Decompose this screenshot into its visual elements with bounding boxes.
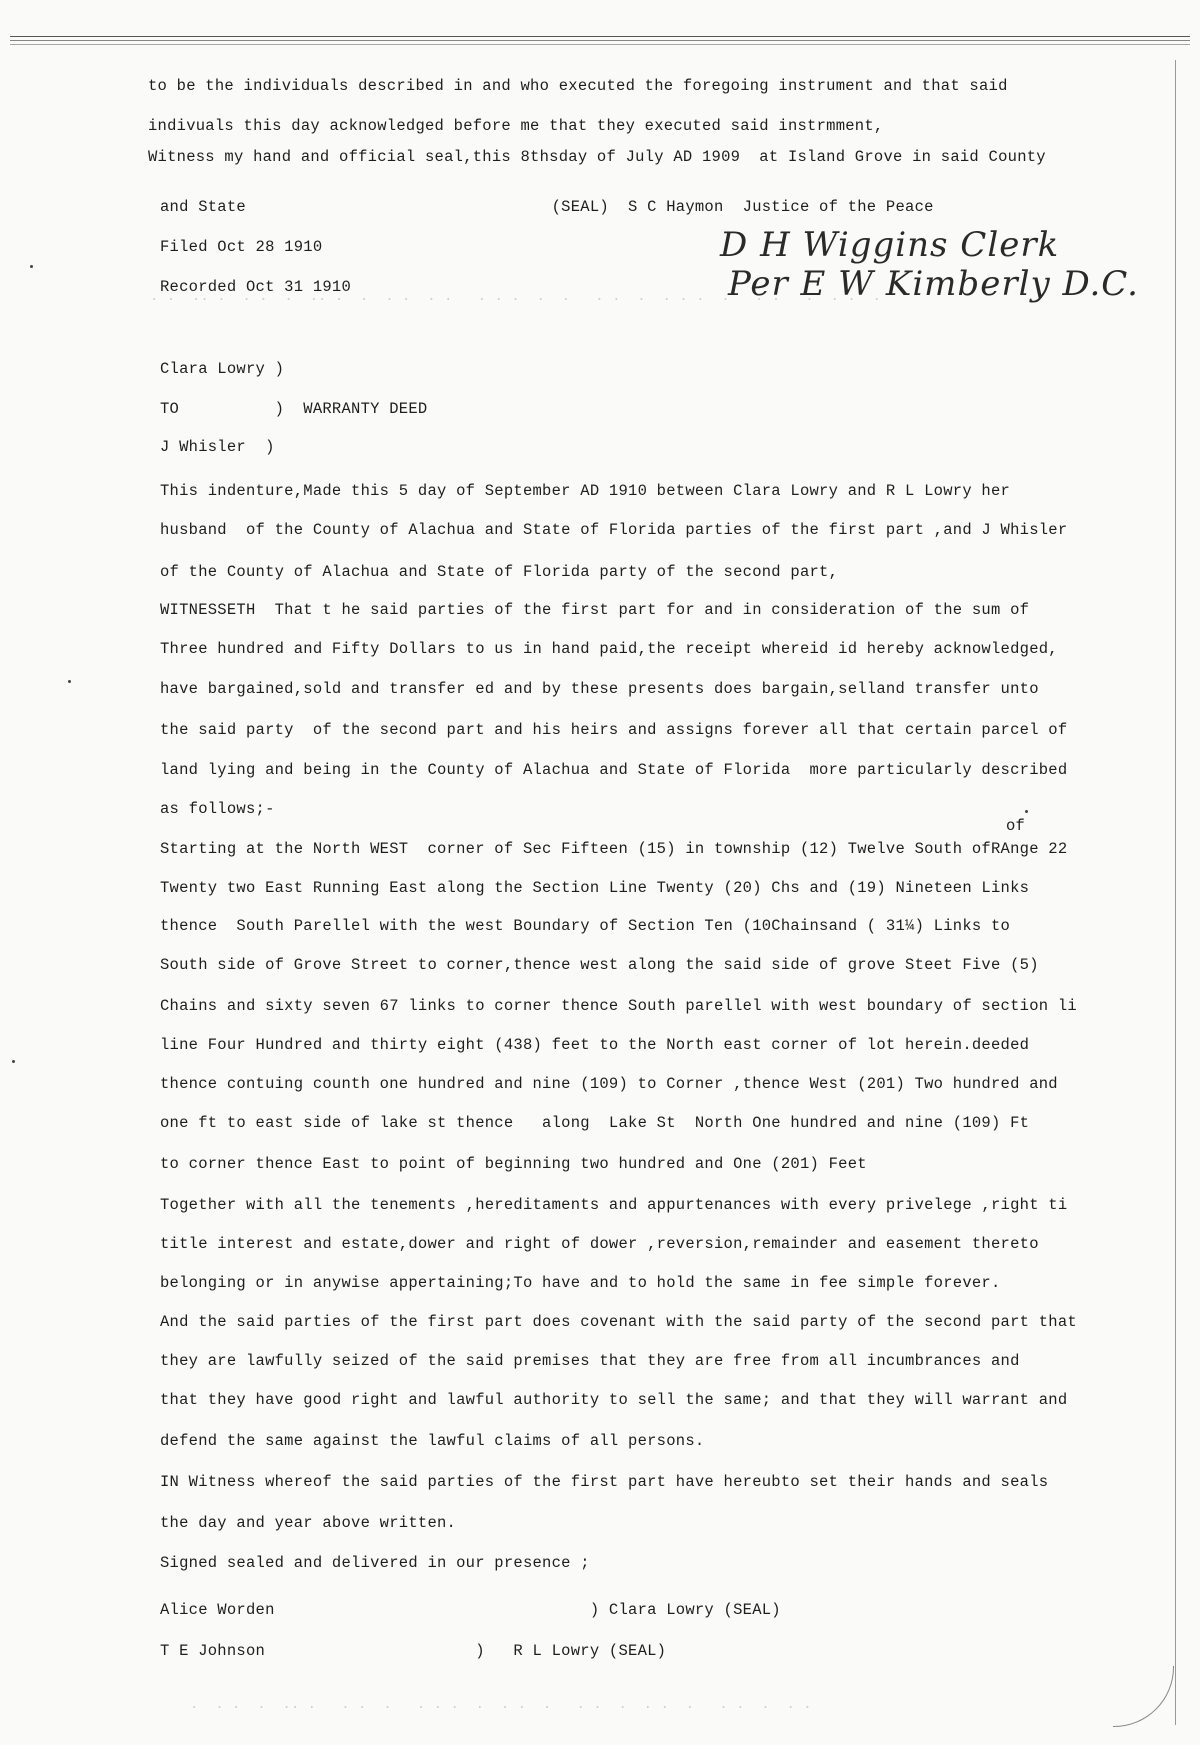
top-rule: [10, 36, 1190, 37]
ink-speck: [1025, 810, 1028, 813]
text-line: This indenture,Made this 5 day of September AD 1910 between Clara Lowry and R L Lowry her: [160, 482, 1011, 500]
page-edge: [1175, 60, 1176, 1725]
text-line: indivuals this day acknowledged before me that they executed said instrmment,: [148, 117, 884, 135]
interlined-correction: of: [1006, 817, 1026, 835]
top-rule: [10, 44, 1190, 45]
text-line: South side of Grove Street to corner,thence west along the said side of grove Steet Five (5): [160, 956, 1039, 974]
ink-speck: [30, 265, 33, 268]
deed-type-heading: TO ) WARRANTY DEED: [160, 400, 428, 418]
text-line: Chains and sixty seven 67 links to corner thence South parellel with west boundary of section li: [160, 997, 1077, 1015]
text-line: land lying and being in the County of Alachua and State of Florida more particularly described: [160, 761, 1068, 779]
text-line: title interest and estate,dower and right of dower ,reversion,remainder and easement thereto: [160, 1235, 1039, 1253]
text-line: Three hundred and Fifty Dollars to us in hand paid,the receipt whereid id hereby acknowledged,: [160, 640, 1058, 658]
text-line: Twenty two East Running East along the Section Line Twenty (20) Chs and (19) Nineteen Links: [160, 879, 1030, 897]
text-line: WITNESSETH That t he said parties of the first part for and in consideration of the sum of: [160, 601, 1030, 619]
text-line: thence contuing counth one hundred and nine (109) to Corner ,thence West (201) Two hundred and: [160, 1075, 1058, 1093]
bleed-through-text: · · ·· · · · · ·· · · · · · · · · · · · · · · · · · · · · · · · ·: [150, 292, 881, 308]
text-line: and State (SEAL) S C Haymon Justice of the Peace: [160, 198, 934, 216]
signature-line-witness-1: Alice Worden ) Clara Lowry (SEAL): [160, 1601, 781, 1619]
text-line: as follows;-: [160, 800, 275, 818]
text-line: one ft to east side of lake st thence along Lake St North One hundred and nine (109) Ft: [160, 1114, 1030, 1132]
grantee-name: J Whisler ): [160, 438, 275, 456]
top-rule: [10, 40, 1190, 41]
text-line: to be the individuals described in and who executed the foregoing instrument and that said: [148, 77, 1008, 95]
bleed-through-text: · · · · ·· · · · · · · · · · · · · · · · · · · · · · ·: [190, 1700, 812, 1716]
text-line: Witness my hand and official seal,this 8thsday of July AD 1909 at Island Grove in said County: [148, 148, 1046, 166]
ink-speck: [12, 1060, 15, 1063]
clerk-signature: D H Wiggins Clerk: [720, 225, 1060, 265]
ink-speck: [68, 680, 71, 683]
text-line: Starting at the North WEST corner of Sec Fifteen (15) in township (12) Twelve South ofRAnge 22: [160, 840, 1068, 858]
text-line: they are lawfully seized of the said premises that they are free from all incumbrances and: [160, 1352, 1020, 1370]
text-line: that they have good right and lawful authority to sell the same; and that they will warrant and: [160, 1391, 1068, 1409]
page-curl: [1113, 1666, 1174, 1727]
text-line: have bargained,sold and transfer ed and by these presents does bargain,selland transfer unto: [160, 680, 1039, 698]
filed-line: Filed Oct 28 1910: [160, 238, 323, 256]
text-line: And the said parties of the first part does covenant with the said party of the second part that: [160, 1313, 1077, 1331]
text-line: husband of the County of Alachua and State of Florida parties of the first part ,and J Whisler: [160, 521, 1068, 539]
deputy-clerk-signature: Per E W Kimberly D.C.: [728, 264, 1139, 304]
grantor-name: Clara Lowry ): [160, 360, 285, 378]
text-line: Signed sealed and delivered in our presence ;: [160, 1554, 590, 1572]
text-line: of the County of Alachua and State of Florida party of the second part,: [160, 563, 839, 581]
text-line: the day and year above written.: [160, 1514, 457, 1532]
text-line: to corner thence East to point of beginning two hundred and One (201) Feet: [160, 1155, 867, 1173]
text-line: thence South Parellel with the west Boundary of Section Ten (10Chainsand ( 31¼) Links to: [160, 917, 1011, 935]
text-line: IN Witness whereof the said parties of the first part have hereubto set their hands and seals: [160, 1473, 1049, 1491]
recorded-line: Recorded Oct 31 1910: [160, 278, 352, 296]
text-line: belonging or in anywise appertaining;To have and to hold the same in fee simple forever.: [160, 1274, 1001, 1292]
text-line: defend the same against the lawful claims of all persons.: [160, 1432, 705, 1450]
text-line: Together with all the tenements ,hereditaments and appurtenances with every privelege ,right ti: [160, 1196, 1068, 1214]
signature-line-witness-2: T E Johnson ) R L Lowry (SEAL): [160, 1642, 667, 1660]
text-line: line Four Hundred and thirty eight (438) feet to the North east corner of lot herein.deeded: [160, 1036, 1030, 1054]
text-line: the said party of the second part and his heirs and assigns forever all that certain parcel of: [160, 721, 1068, 739]
